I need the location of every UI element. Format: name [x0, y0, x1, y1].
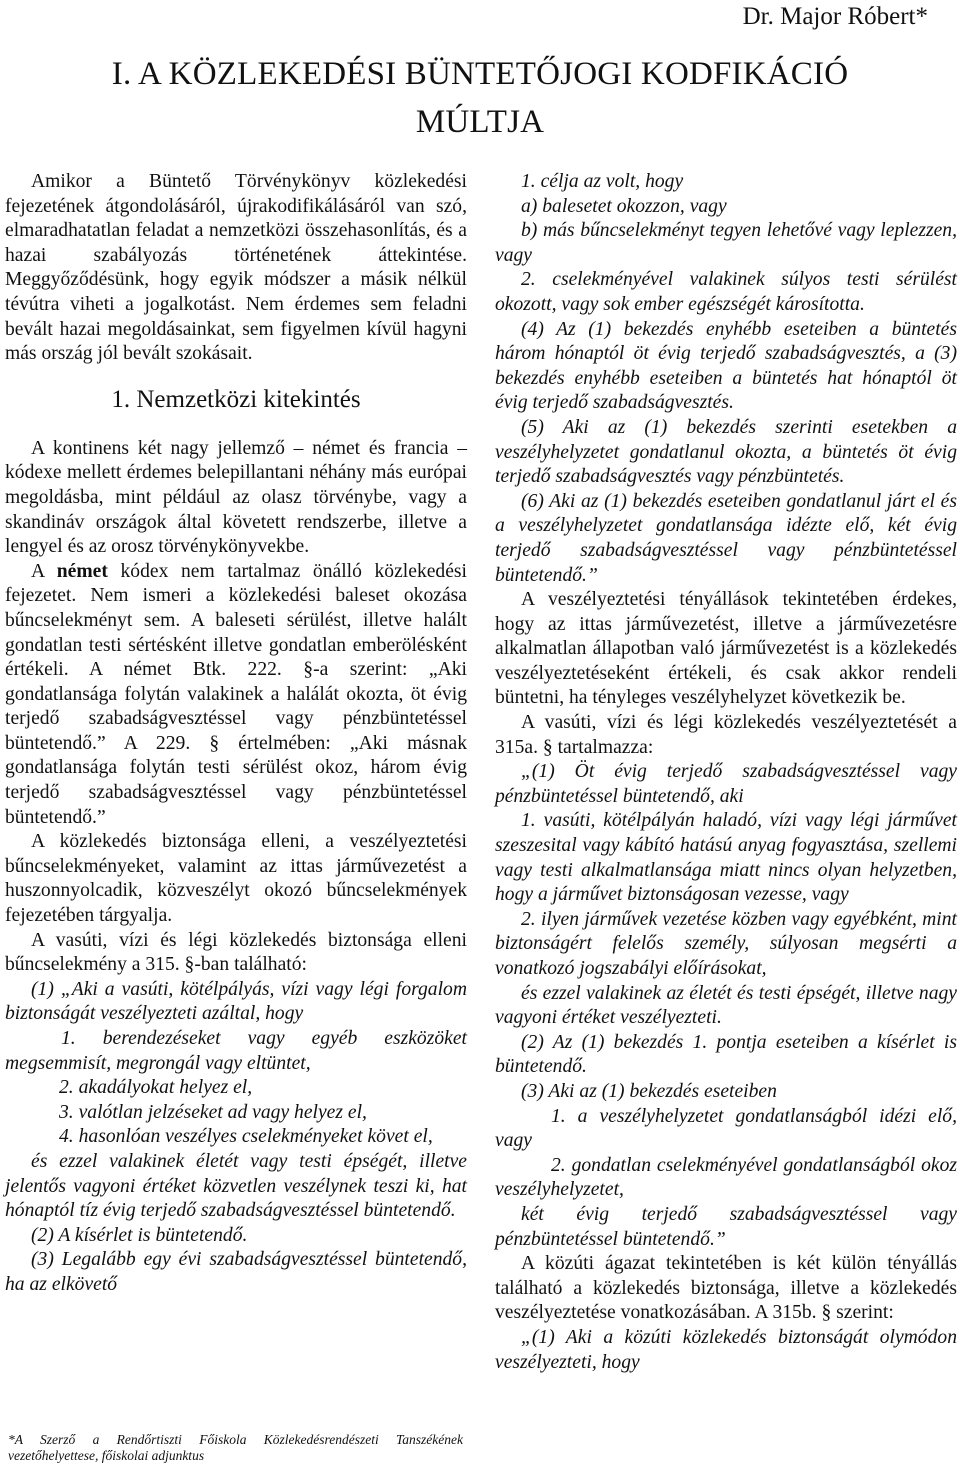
quote-r16: 1. a veszélyhelyzetet gondatlanságból idézi elő, vagy — [495, 1105, 957, 1152]
quote-r4: 2. cselekményével valakinek súlyos testi sérülést okozott, vagy sok ember egészségét károsította. — [495, 269, 957, 315]
intro-paragraph: Amikor a Büntető Törvénykönyv közlekedési fejezetének átgondolásáról, újrakodifikálásáról van szó, elmaradhatatlan feladat a nemzetközi összehasonlítás, és a hazai szabályozás történetének áttekintése. Meggyőződésünk, hogy egyik módszer a másik nélkül tévútra viheti a jogalkotást. Nem érdemes sem feladni bevált hazai megoldásainkat, sem figyelmen kívül hagyni más ország jól bevált szokásait. — [5, 171, 467, 365]
paragraph-german — [5, 560, 467, 831]
quote-r18: két évig terjedő szabadságvesztéssel vagy pénzbüntetéssel büntetendő.” — [495, 1203, 957, 1250]
quote-r2: a) balesetet okozzon, vagy — [521, 195, 727, 217]
quote-315-tail: és ezzel valakinek életét vagy testi épségét, illetve jelentős vagyoni értéket közvetlen veszélynek teszi ki, hat hónaptól tíz évig terjedő szabadságvesztéssel büntetendő. — [5, 1150, 467, 1222]
paragraph-continental: A kontinens két nagy jellemző – német és francia – kódexe mellett érdemes belepillantani néhány más európai megoldásba, mint például az olasz törvénybe, vagy a skandináv országok által követett rendszerbe, illetve a lengyel és az orosz törvénykönyvekbe. — [5, 437, 467, 558]
quote-r14: (2) Az (1) bekezdés 1. pontja eseteiben a kísérlet is büntetendő. — [495, 1031, 957, 1078]
paragraph-r19: A közúti ágazat tekintetében is két külön tényállás található a közlekedés biztonsága, illetve a közlekedés veszélyeztetése vonatkozásában. A 315b. § szerint: — [495, 1253, 957, 1324]
quote-r1: 1. célja az volt, hogy — [521, 171, 684, 192]
footnote — [8, 1432, 463, 1464]
footnote-text: *A Szerző a Rendőrtiszti Főiskola Közlekedésrendészeti Tanszékének vezetőhelyettese, főiskolai adjunktus — [8, 1432, 463, 1463]
paragraph-r9: A vasúti, vízi és légi közlekedés veszélyeztetését a 315a. § tartalmazza: — [495, 712, 957, 758]
paragraph-315: A vasúti, vízi és légi közlekedés biztonsága elleni bűncselekmény a 315. §-ban található: — [5, 929, 467, 976]
german-pre: A — [31, 560, 57, 582]
right-column — [495, 170, 957, 1375]
paragraph-safety: A közlekedés biztonsága elleni, a veszélyeztetési bűncselekményeket, valamint az ittas járművezetést a huszonnyolcadik, közveszélyt okozó bűncselekmények fejezetében tárgyalja. — [5, 831, 467, 927]
quote-r10: „(1) Öt évig terjedő szabadságvesztéssel vagy pénzbüntetéssel büntetendő, aki — [495, 761, 957, 807]
german-post: kódex nem tartalmaz önálló közlekedési fejezetet. Nem ismeri a közlekedési baleset okozása bűncselekményt sem. A baleseti sérülést, illetve halált gondatlan testi sértésként illetve gondatlan emberölésként értékeli. A német Btk. 222. §-a szerint: „Aki gondatlansága folytán valakinek a halálát okozta, öt évig terjedő szabadságvesztéssel vagy pénzbüntetéssel büntetendő.” A 229. § értelmében: „Aki másnak gondatlansága folytán testi sérülést okoz, három évig terjedő szabadságvesztéssel vagy pénzbüntetéssel büntetendő.” — [5, 560, 467, 828]
quote-r20: „(1) Aki a közúti közlekedés biztonságát olymódon veszélyezteti, hogy — [495, 1326, 957, 1373]
section-heading: 1. Nemzetközi kitekintés — [111, 385, 361, 413]
left-column — [5, 170, 467, 1298]
quote-315-point4: 4. hasonlóan veszélyes cselekményeket követ el, — [59, 1126, 433, 1148]
quote-315-point3: 3. valótlan jelzéseket ad vagy helyez el, — [59, 1101, 367, 1123]
quote-315-3: (3) Legalább egy évi szabadságvesztéssel büntetendő, ha az elkövető — [5, 1249, 467, 1295]
title-line-1: I. A KÖZLEKEDÉSI BÜNTETŐJOGI KODFIKÁCIÓ — [111, 56, 849, 92]
quote-r11: 1. vasúti, kötélpályán haladó, vízi vagy légi járművet szeszesital vagy kábító hatású anyag fogyasztása, szellemi vagy testi alkalmatlansága miatt nincs olyan helyzetben, hogy a járművet biztonságosan vezesse, vagy — [495, 810, 957, 906]
quote-r13: és ezzel valakinek az életét és testi épségét, illetve nagy vagyoni értéket veszélyezteti. — [495, 982, 957, 1029]
article-title — [0, 50, 960, 146]
quote-r12: 2. ilyen járművek vezetése közben vagy egyébként, mint biztonságért felelős személy, súlyosan megsérti a vonatkozó jogszabályi előírásokat, — [495, 908, 957, 979]
quote-r17: 2. gondatlan cselekményével gondatlanságból okoz veszélyhelyzetet, — [495, 1154, 957, 1201]
quote-r5: (4) Az (1) bekezdés enyhébb eseteiben a büntetés három hónaptól öt évig terjedő szabadságvesztés, a (3) bekezdés enyhébb eseteiben a büntetés hat hónaptól öt évig terjedő szabadságvesztés. — [495, 318, 957, 414]
quote-r7: (6) Aki az (1) bekezdés eseteiben gondatlanul járt el és a veszélyhelyzetet gondatlansága idézte elő, két évig terjedő szabadságvesztéssel vagy pénzbüntetéssel büntetendő.” — [495, 490, 957, 586]
quote-315-1: (1) „Aki a vasúti, kötélpályás, vízi vagy légi forgalom biztonságát veszélyezteti azáltal, hogy — [5, 978, 467, 1025]
quote-r3: b) más bűncselekményt tegyen lehetővé vagy leplezzen, vagy — [495, 220, 957, 266]
quote-315-point1: 1. berendezéseket vagy egyéb eszközöket megsemmisít, megrongál vagy eltüntet, — [5, 1028, 467, 1074]
author-name: Dr. Major Róbert* — [742, 3, 928, 30]
quote-r6: (5) Aki az (1) bekezdés szerinti esetekben a veszélyhelyzetet gondatlanul okozta, a büntetés öt évig terjedő szabadságvesztés vagy pénzbüntetés. — [495, 416, 957, 488]
quote-315-point2: 2. akadályokat helyez el, — [59, 1077, 253, 1099]
quote-315-2: (2) A kísérlet is büntetendő. — [31, 1224, 248, 1246]
quote-r15: (3) Aki az (1) bekezdés eseteiben — [521, 1080, 777, 1102]
title-line-2: MÚLTJA — [415, 104, 545, 140]
paragraph-r8: A veszélyeztetési tényállások tekintetében érdekes, hogy az ittas járművezetést, illetve a járművezetésre alkalmatlan állapotban való járművezetést is a közlekedés veszélyeztetéseként értékeli, és csak akkor rendeli büntetni, ha tényleges veszélyhelyzet következik be. — [495, 589, 957, 709]
german-bold: német — [56, 560, 108, 582]
